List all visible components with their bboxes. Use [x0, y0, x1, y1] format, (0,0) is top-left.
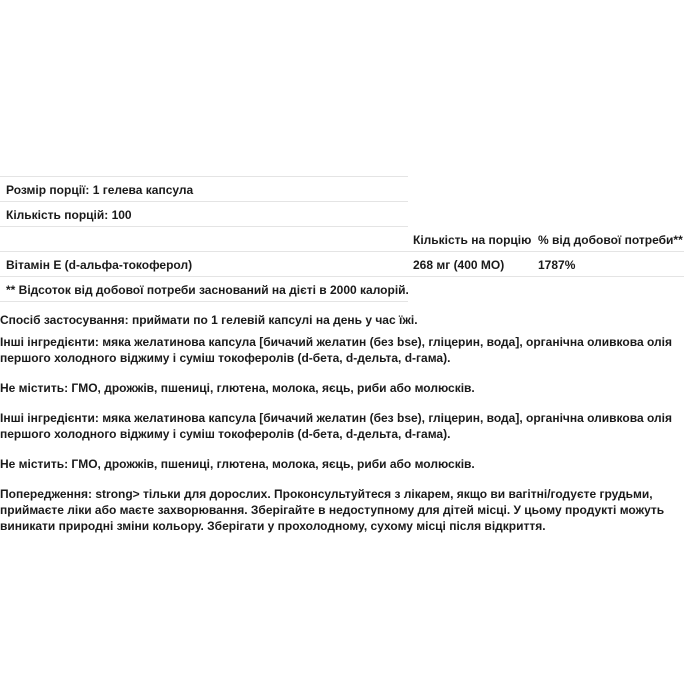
usage-paragraph: Спосіб застосування: приймати по 1 гелевій капсулі на день у час їжі. [0, 313, 418, 327]
ingredients-paragraph: Інші інгредієнти: мяка желатинова капсула [бичачий желатин (без bse), гліцерин, вода], органічна оливкова олія першого холодного віджиму і суміш токоферолів (d-бета, d-дельта, d-гама). [0, 335, 672, 365]
nutrient-daily-value: 1787% [538, 258, 576, 272]
daily-value-header: % від добової потреби** [538, 233, 683, 247]
amount-per-serving-header: Кількість на порцію [413, 233, 532, 247]
footnote-row [0, 277, 408, 302]
free-from-paragraph: Не містить: ГМО, дрожжів, пшениці, глютена, молока, яєць, риби або молюсків. [0, 457, 475, 471]
table-row [0, 252, 684, 277]
table-header-row [0, 227, 684, 252]
ingredients-paragraph: Інші інгредієнти: мяка желатинова капсула [бичачий желатин (без bse), гліцерин, вода], органічна оливкова олія першого холодного віджиму і суміш токоферолів (d-бета, d-дельта, d-гама). [0, 411, 672, 441]
nutrient-amount: 268 мг (400 МО) [413, 258, 505, 272]
serving-size-text: Розмір порції: 1 гелева капсула [6, 183, 194, 197]
warning-paragraph: Попередження: strong> тільки для дорослих. Проконсультуйтеся з лікарем, якщо ви вагітні/годуєте грудьми, приймаєте ліки або маєте захворювання. Зберігайте в недоступному для дітей місці. У цьому продукті можуть виникати природні зміни кольору. Зберігати у прохолодному, сухому місці після відкриття. [0, 487, 665, 533]
product-description [0, 312, 676, 548]
servings-per-container-row [0, 202, 408, 227]
footnote-text: ** Відсоток від добової потреби заснований на дієті в 2000 калорій. [6, 283, 409, 297]
free-from-paragraph: Не містить: ГМО, дрожжів, пшениці, глютена, молока, яєць, риби або молюсків. [0, 381, 475, 395]
serving-size-row [0, 176, 408, 202]
supplement-facts-table [0, 176, 688, 302]
servings-per-container-text: Кількість порцій: 100 [6, 208, 132, 222]
nutrient-name: Вітамін Е (d-альфа-токоферол) [6, 258, 193, 272]
